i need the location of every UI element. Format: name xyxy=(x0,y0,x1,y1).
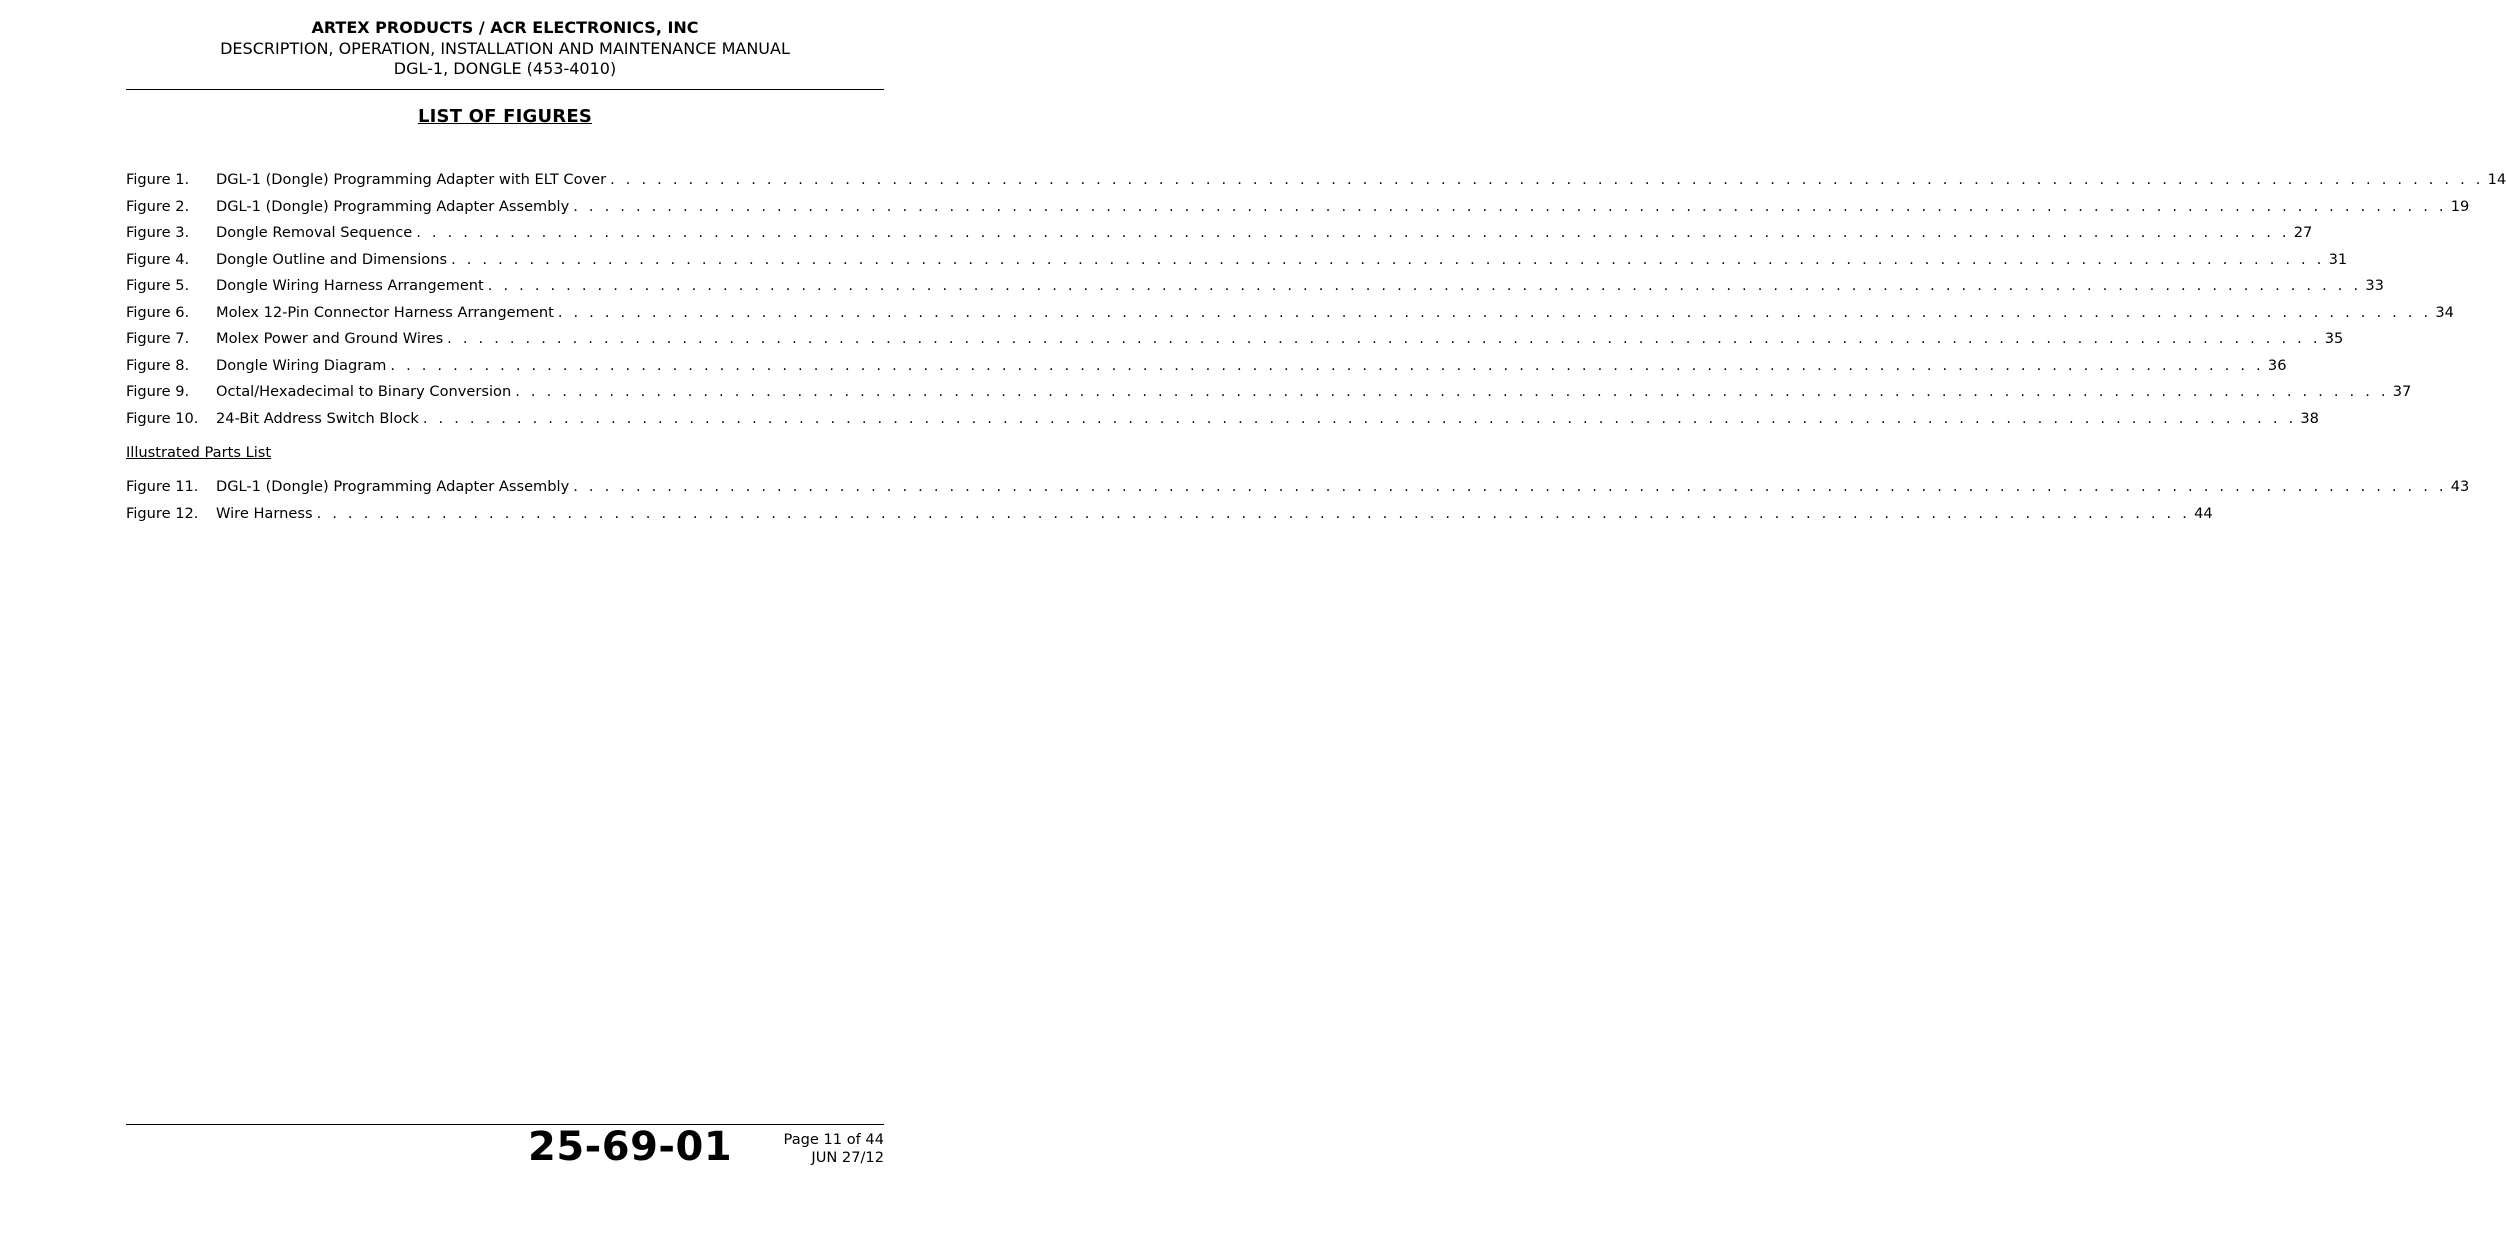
parts-figure-list xyxy=(126,478,2470,531)
figure-entry[interactable] xyxy=(126,383,2412,410)
page-number: Page 11 of 44 xyxy=(783,1131,884,1148)
company-name: ARTEX PRODUCTS / ACR ELECTRONICS, INC xyxy=(311,18,699,37)
figure-list xyxy=(126,171,2506,436)
figure-title: DGL-1 (Dongle) Programming Adapter Assembly xyxy=(216,197,570,215)
figure-title: Molex Power and Ground Wires xyxy=(216,330,444,347)
figure-page-number: 44 xyxy=(2194,504,2213,522)
dot-leader: . . . . . . . . . . . . . . . . . . . . . . . . . . . . . . . . . . . . . . . . . . . . . . . . . . . . . . . . . . . . . . . . . . . . . . . . . . . . . . . . . . . . . . . . . . . . . . . . . . . . . . . . . . . . . . . . . . . . . . . . xyxy=(316,504,2191,522)
figure-title: DGL-1 (Dongle) Programming Adapter with ELT Cover xyxy=(216,171,607,188)
figure-page-number: 27 xyxy=(2293,224,2313,241)
dot-leader: . . . . . . . . . . . . . . . . . . . . . . . . . . . . . . . . . . . . . . . . . . . . . . . . . . . . . . . . . . . . . . . . . . . . . . . . . . . . . . . . . . . . . . . . . . . . . . . . . . . . . . . . . . . . . . . . . . . . . . . . xyxy=(390,356,2264,374)
figure-page-number: 34 xyxy=(2435,303,2454,321)
page-header xyxy=(126,18,884,80)
figure-page-number: 14 xyxy=(2487,171,2506,188)
dot-leader: . . . . . . . . . . . . . . . . . . . . . . . . . . . . . . . . . . . . . . . . . . . . . . . . . . . . . . . . . . . . . . . . . . . . . . . . . . . . . . . . . . . . . . . . . . . . . . . . . . . . . . . . . . . . . . . . . . . . . . . . xyxy=(515,383,2389,400)
illustrated-parts-list-heading: Illustrated Parts List xyxy=(126,444,272,461)
page-info xyxy=(784,1131,884,1167)
figure-number: Figure 7. xyxy=(126,330,190,347)
manual-title: DESCRIPTION, OPERATION, INSTALLATION AND MAINTENANCE MANUAL xyxy=(220,38,790,58)
figure-entry[interactable] xyxy=(126,277,2384,304)
figure-entry[interactable] xyxy=(126,224,2313,251)
dot-leader: . . . . . . . . . . . . . . . . . . . . . . . . . . . . . . . . . . . . . . . . . . . . . . . . . . . . . . . . . . . . . . . . . . . . . . . . . . . . . . . . . . . . . . . . . . . . . . . . . . . . . . . . . . . . . . . . . . . . . . . . xyxy=(416,224,2290,241)
figure-number: Figure 9. xyxy=(126,383,190,400)
dot-leader: . . . . . . . . . . . . . . . . . . . . . . . . . . . . . . . . . . . . . . . . . . . . . . . . . . . . . . . . . . . . . . . . . . . . . . . . . . . . . . . . . . . . . . . . . . . . . . . . . . . . . . . . . . . . . . . . . . . . . . . . xyxy=(610,171,2484,188)
revision-date: JUN 27/12 xyxy=(811,1149,884,1166)
figure-page-number: 37 xyxy=(2392,383,2412,400)
figure-page-number: 35 xyxy=(2324,330,2344,347)
page-title: LIST OF FIGURES xyxy=(417,106,593,127)
figure-page-number: 19 xyxy=(2450,197,2470,215)
figure-entry[interactable] xyxy=(126,504,2213,532)
dot-leader: . . . . . . . . . . . . . . . . . . . . . . . . . . . . . . . . . . . . . . . . . . . . . . . . . . . . . . . . . . . . . . . . . . . . . . . . . . . . . . . . . . . . . . . . . . . . . . . . . . . . . . . . . . . . . . . . . . . . . . . . xyxy=(573,478,2447,495)
figure-number: Figure 1. xyxy=(126,171,190,188)
footer-divider xyxy=(126,1124,884,1125)
product-name: DGL-1, DONGLE (453-4010) xyxy=(393,59,617,78)
dot-leader: . . . . . . . . . . . . . . . . . . . . . . . . . . . . . . . . . . . . . . . . . . . . . . . . . . . . . . . . . . . . . . . . . . . . . . . . . . . . . . . . . . . . . . . . . . . . . . . . . . . . . . . . . . . . . . . . . . . . . . . . xyxy=(487,277,2362,294)
figure-page-number: 36 xyxy=(2267,356,2287,374)
figure-entry[interactable] xyxy=(126,478,2470,505)
figure-title: Dongle Removal Sequence xyxy=(216,224,413,241)
figure-number: Figure 6. xyxy=(126,303,190,321)
figure-entry[interactable] xyxy=(126,409,2319,437)
header-divider xyxy=(126,89,884,90)
figure-entry[interactable] xyxy=(126,303,2454,331)
figure-title: 24-Bit Address Switch Block xyxy=(216,409,419,427)
figure-entry[interactable] xyxy=(126,197,2470,225)
figure-number: Figure 11. xyxy=(126,478,199,495)
figure-entry[interactable] xyxy=(126,171,2506,198)
figure-number: Figure 5. xyxy=(126,277,190,294)
figure-title: Dongle Outline and Dimensions xyxy=(216,250,448,268)
dot-leader: . . . . . . . . . . . . . . . . . . . . . . . . . . . . . . . . . . . . . . . . . . . . . . . . . . . . . . . . . . . . . . . . . . . . . . . . . . . . . . . . . . . . . . . . . . . . . . . . . . . . . . . . . . . . . . . . . . . . . . . . xyxy=(447,330,2321,347)
figure-title: Octal/Hexadecimal to Binary Conversion xyxy=(216,383,512,400)
figure-entry[interactable] xyxy=(126,330,2344,357)
figure-number: Figure 8. xyxy=(126,356,190,374)
figure-page-number: 43 xyxy=(2450,478,2470,495)
dot-leader: . . . . . . . . . . . . . . . . . . . . . . . . . . . . . . . . . . . . . . . . . . . . . . . . . . . . . . . . . . . . . . . . . . . . . . . . . . . . . . . . . . . . . . . . . . . . . . . . . . . . . . . . . . . . . . . . . . . . . . . . xyxy=(573,197,2447,215)
figure-number: Figure 10. xyxy=(126,409,199,427)
figure-title: Wire Harness xyxy=(216,504,313,522)
figure-entry[interactable] xyxy=(126,250,2348,278)
figure-number: Figure 4. xyxy=(126,250,190,268)
figure-title: Dongle Wiring Harness Arrangement xyxy=(216,277,484,294)
dot-leader: . . . . . . . . . . . . . . . . . . . . . . . . . . . . . . . . . . . . . . . . . . . . . . . . . . . . . . . . . . . . . . . . . . . . . . . . . . . . . . . . . . . . . . . . . . . . . . . . . . . . . . . . . . . . . . . . . . . . . . . . xyxy=(422,409,2297,427)
figure-number: Figure 12. xyxy=(126,504,199,522)
figure-number: Figure 2. xyxy=(126,197,190,215)
dot-leader: . . . . . . . . . . . . . . . . . . . . . . . . . . . . . . . . . . . . . . . . . . . . . . . . . . . . . . . . . . . . . . . . . . . . . . . . . . . . . . . . . . . . . . . . . . . . . . . . . . . . . . . . . . . . . . . . . . . . . . . . xyxy=(451,250,2325,268)
document-number: 25-69-01 xyxy=(528,1124,733,1170)
figure-page-number: 31 xyxy=(2328,250,2348,268)
dot-leader: . . . . . . . . . . . . . . . . . . . . . . . . . . . . . . . . . . . . . . . . . . . . . . . . . . . . . . . . . . . . . . . . . . . . . . . . . . . . . . . . . . . . . . . . . . . . . . . . . . . . . . . . . . . . . . . . . . . . . . . . xyxy=(557,303,2432,321)
figure-title: Molex 12-Pin Connector Harness Arrangement xyxy=(216,303,554,321)
figure-page-number: 33 xyxy=(2365,277,2384,294)
figure-page-number: 38 xyxy=(2300,409,2319,427)
figure-title: Dongle Wiring Diagram xyxy=(216,356,387,374)
figure-title: DGL-1 (Dongle) Programming Adapter Assembly xyxy=(216,478,570,495)
figure-entry[interactable] xyxy=(126,356,2287,384)
figure-number: Figure 3. xyxy=(126,224,190,241)
